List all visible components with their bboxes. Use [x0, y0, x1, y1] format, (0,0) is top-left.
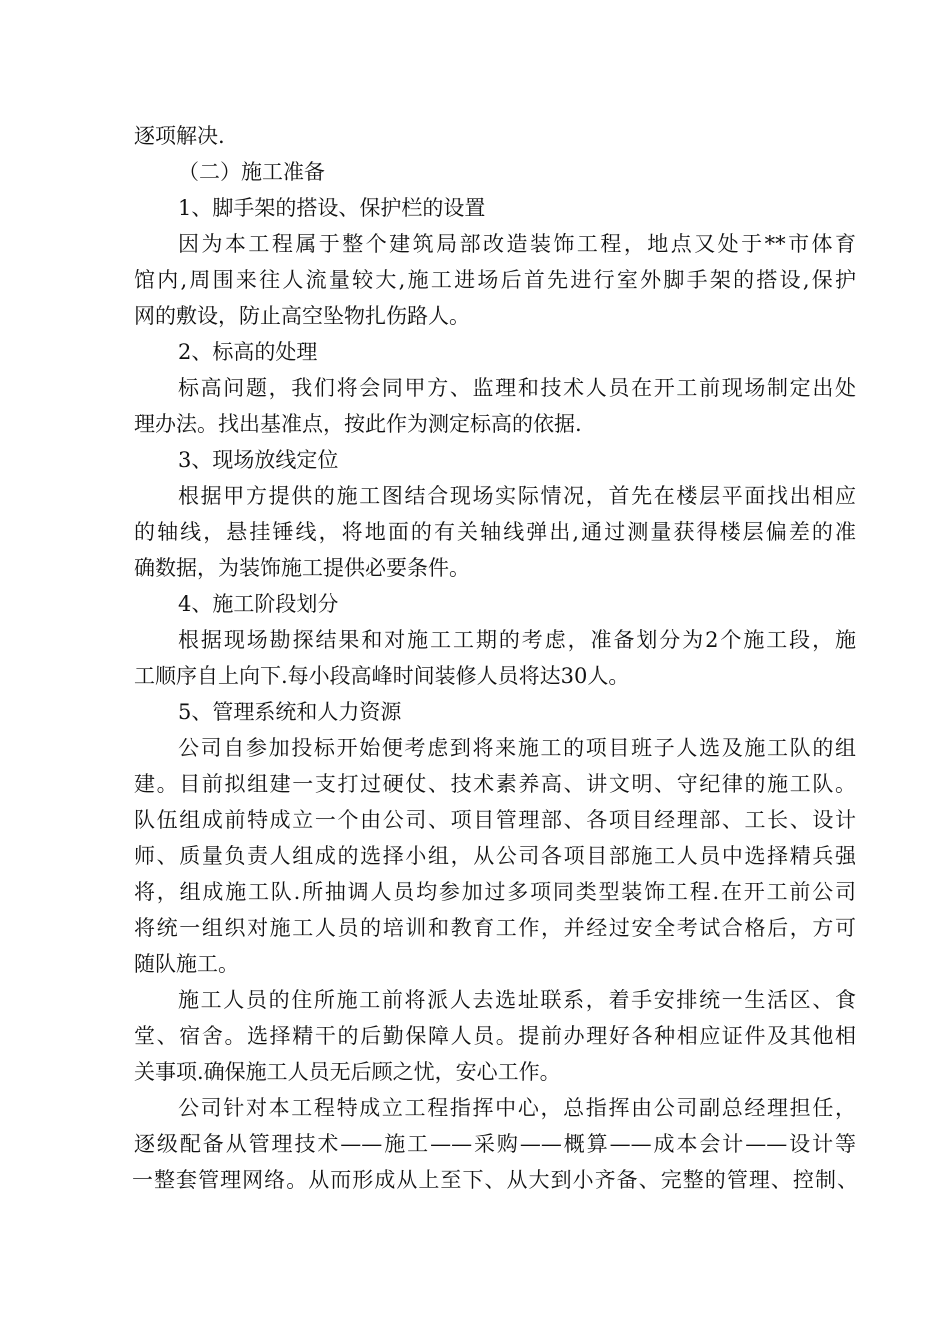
text-line: 师、质量负责人组成的选择小组，从公司各项目部施工人员中选择精兵强 — [134, 844, 856, 868]
text-line: 馆内,周围来往人流量较大,施工进场后首先进行室外脚手架的搭设,保护 — [134, 268, 856, 292]
text-line: 因为本工程属于整个建筑局部改造装饰工程，地点又处于**市体育 — [178, 232, 856, 256]
subsection-heading: 4、施工阶段划分 — [178, 592, 339, 616]
subsection-heading: 1、脚手架的搭设、保护栏的设置 — [178, 196, 486, 220]
text-line: 网的敷设，防止高空坠物扎伤路人。 — [134, 304, 470, 328]
text-line: 将，组成施工队.所抽调人员均参加过多项同类型装饰工程.在开工前公司 — [134, 880, 856, 904]
subsection-heading: 2、标高的处理 — [178, 340, 318, 364]
text-line: 公司针对本工程特成立工程指挥中心，总指挥由公司副总经理担任， — [178, 1096, 856, 1120]
text-line: 工顺序自上向下.每小段高峰时间装修人员将达30人。 — [134, 664, 630, 688]
text-line: 根据甲方提供的施工图结合现场实际情况，首先在楼层平面找出相应 — [178, 484, 856, 508]
text-line: 一整套管理网络。从而形成从上至下、从大到小齐备、完整的管理、控制、 — [132, 1168, 858, 1192]
text-line: 根据现场勘探结果和对施工工期的考虑，准备划分为2个施工段，施 — [178, 628, 856, 652]
document-body — [134, 118, 856, 1198]
text-line: 随队施工。 — [134, 952, 239, 976]
text-line: 标高问题，我们将会同甲方、监理和技术人员在开工前现场制定出处 — [178, 376, 856, 400]
text-line: 逐项解决. — [134, 124, 225, 148]
text-line: 堂、宿舍。选择精干的后勤保障人员。提前办理好各种相应证件及其他相 — [134, 1024, 856, 1048]
text-line: 建。目前拟组建一支打过硬仗、技术素养高、讲文明、守纪律的施工队。 — [134, 772, 856, 796]
text-line: 公司自参加投标开始便考虑到将来施工的项目班子人选及施工队的组 — [178, 736, 856, 760]
section-heading: （二）施工准备 — [178, 160, 325, 184]
text-line: 确数据，为装饰施工提供必要条件。 — [134, 556, 470, 580]
text-line: 的轴线，悬挂锤线，将地面的有关轴线弹出,通过测量获得楼层偏差的准 — [134, 520, 856, 544]
text-line: 关事项.确保施工人员无后顾之忧，安心工作。 — [134, 1060, 561, 1084]
text-line: 逐级配备从管理技术——施工——采购——概算——成本会计——设计等 — [134, 1132, 856, 1156]
subsection-heading: 3、现场放线定位 — [178, 448, 339, 472]
text-line: 将统一组织对施工人员的培训和教育工作，并经过安全考试合格后，方可 — [134, 916, 856, 940]
text-line: 理办法。找出基准点，按此作为测定标高的依据. — [134, 412, 582, 436]
text-line: 队伍组成前特成立一个由公司、项目管理部、各项目经理部、工长、设计 — [134, 808, 856, 832]
text-line: 施工人员的住所施工前将派人去选址联系，着手安排统一生活区、食 — [178, 988, 856, 1012]
subsection-heading: 5、管理系统和人力资源 — [178, 700, 402, 724]
